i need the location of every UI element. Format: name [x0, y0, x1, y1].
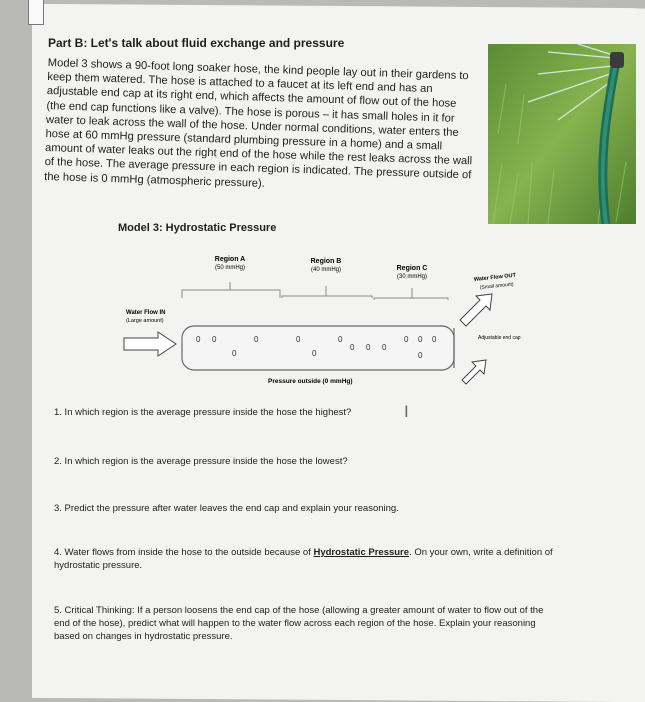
text-cursor-icon: I — [404, 402, 409, 421]
leak-mark: 0 — [338, 335, 343, 344]
region-b-pressure: (40 mmHg) — [310, 267, 342, 273]
flow-out-arrow-icon — [460, 294, 492, 326]
region-brackets — [182, 282, 448, 300]
end-cap-label: Adjustable end cap — [478, 335, 521, 341]
section-heading: Part B: Let's talk about fluid exchange and pressure — [48, 36, 345, 50]
question-5: 5. Critical Thinking: If a person loosens the end cap of the hose (allowing a greater amount of water to flow out of the end of the hose), predict what will happen to the water flow across each region of the hose. Explain your reasoning based on changes in hydrostatic pressure. — [54, 605, 544, 642]
leak-mark: 0 — [382, 343, 387, 352]
region-c-pressure: (30 mmHg) — [396, 274, 428, 280]
leak-mark: 0 — [366, 343, 371, 352]
leak-mark: 0 — [404, 335, 409, 344]
end-cap-arrow-icon — [462, 360, 486, 384]
question-4-text: 4. Water flows from inside the hose to the outside because of — [54, 547, 314, 558]
leak-mark: 0 — [432, 335, 437, 344]
flow-out-label: Water Flow OUT — [473, 272, 517, 283]
hose-tube — [182, 326, 454, 370]
hose-photo-image — [488, 44, 636, 224]
leak-mark: 0 — [254, 335, 259, 344]
flow-out-sub: (Small amount) — [479, 281, 514, 291]
leak-mark: 0 — [312, 349, 317, 358]
question-4 — [54, 546, 554, 572]
question-1: 1. In which region is the average pressure inside the hose the highest? — [54, 407, 352, 418]
garden-hose-photo — [488, 44, 636, 224]
leak-mark: 0 — [418, 351, 423, 360]
flow-in-sub: (Large amount) — [126, 318, 164, 324]
hydrostatic-pressure-diagram — [112, 238, 544, 398]
leak-mark: 0 — [232, 349, 237, 358]
model-title: Model 3: Hydrostatic Pressure — [118, 222, 277, 234]
flow-in-label: Water Flow IN — [126, 310, 166, 316]
question-4-rest: . On your own, write a definition of hydrostatic pressure. — [54, 547, 553, 571]
region-a-label: Region A — [214, 256, 246, 263]
leak-mark: 0 — [296, 335, 301, 344]
leak-mark: 0 — [196, 335, 201, 344]
leak-mark: 0 — [212, 335, 217, 344]
region-c-label: Region C — [396, 265, 428, 272]
leak-mark: 0 — [418, 335, 423, 344]
leak-mark: 0 — [350, 343, 355, 352]
region-a-pressure: (50 mmHg) — [214, 265, 246, 271]
pressure-outside-label: Pressure outside (0 mmHg) — [268, 378, 353, 385]
question-3: 3. Predict the pressure after water leaves the end cap and explain your reasoning. — [54, 503, 399, 514]
region-b-label: Region B — [310, 258, 342, 265]
hydrostatic-pressure-term: Hydrostatic Pressure — [313, 547, 410, 558]
flow-in-arrow-icon — [124, 332, 176, 356]
intro-paragraph: Model 3 shows a 90-foot long soaker hose, the kind people lay out in their gardens to keep them watered. The hose is attached to a faucet at its left end and has an adjustable end cap at its right end, which affects the amount of flow out of the hose (the end cap functions like a valve). The hose is porous – it has small holes in it for water to leak across the wall of the hose. Under normal conditions, water enters the hose at 60 mmHg pressure (standard plumbing pressure in a home) and a small amount of water leaks out the right end of the hose while the rest leaks across the wall of the hose. The average pressure in each region is indicated. The pressure outside of the hose is 0 mmHg (atmospheric pressure). — [44, 56, 473, 190]
page-corner-tab — [28, 0, 44, 25]
question-2: 2. In which region is the average pressure inside the hose the lowest? — [54, 456, 348, 467]
